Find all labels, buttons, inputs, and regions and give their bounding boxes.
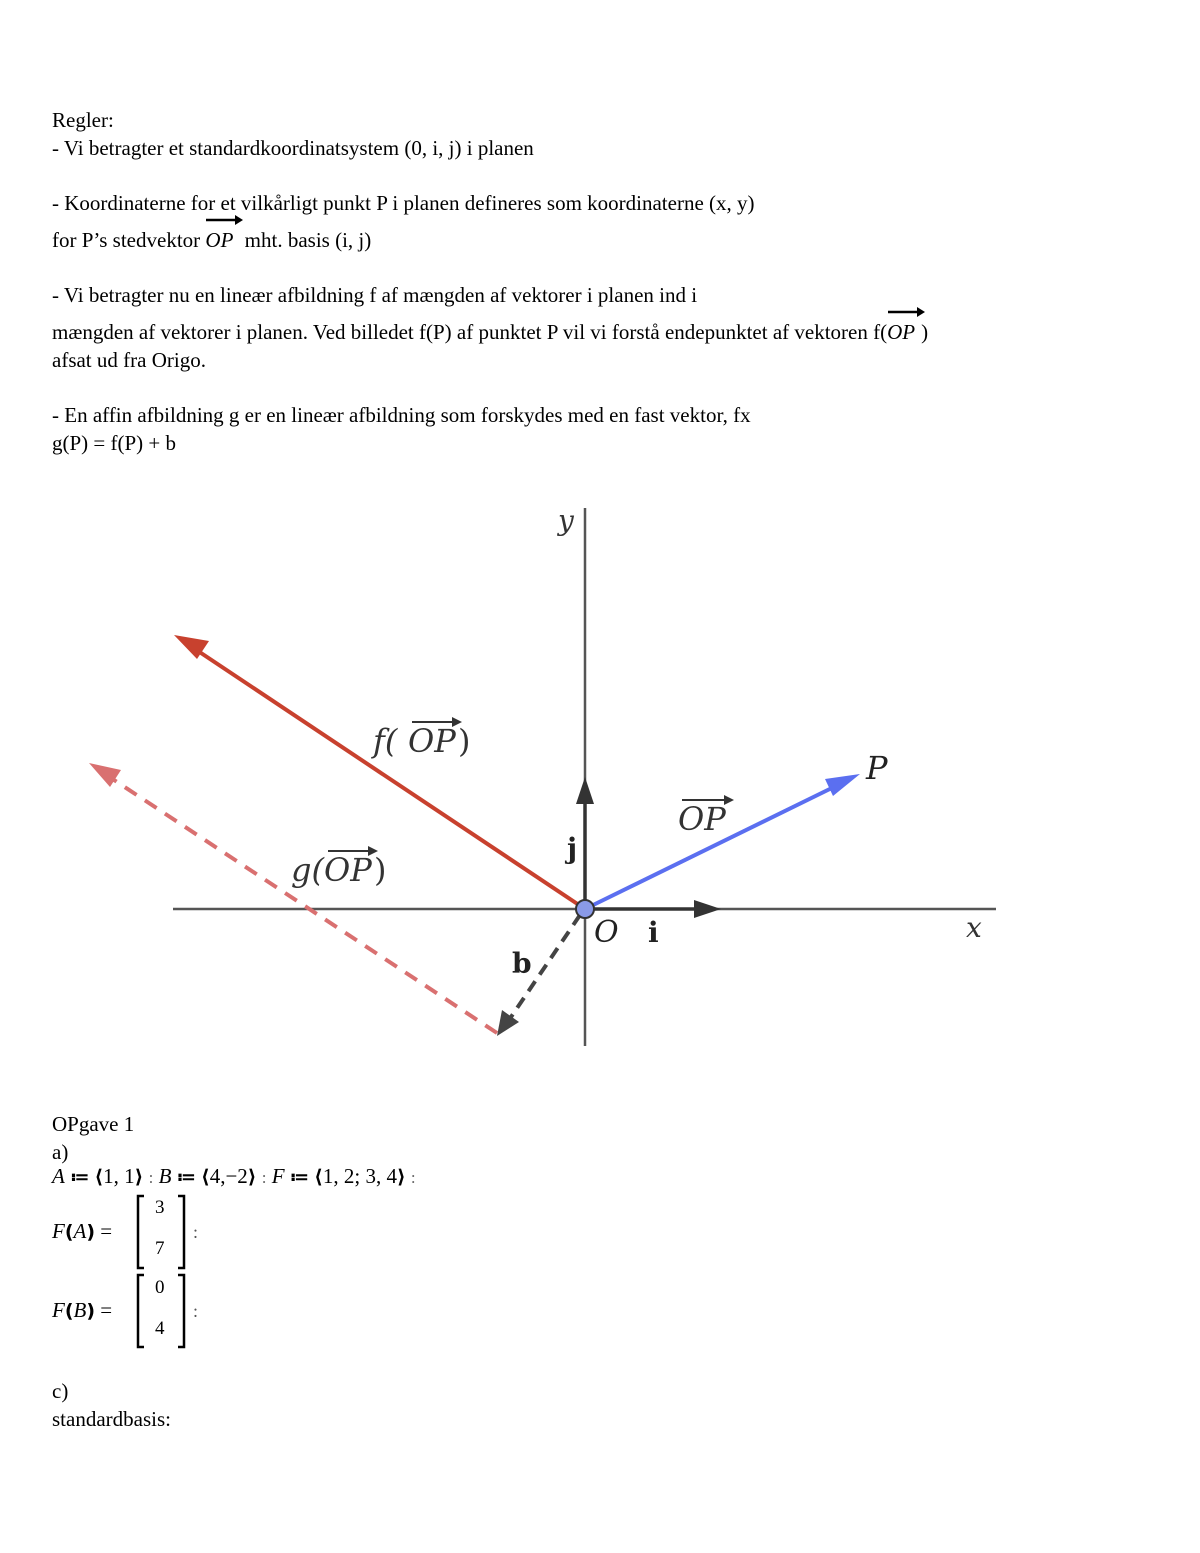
f-vector-label <box>371 717 470 760</box>
x-axis-label: x <box>966 911 982 944</box>
rules-line-1: - Vi betragter et standardkoordinatsystem (0, i, j) i planen <box>52 136 534 160</box>
fb-colon: : <box>193 1301 199 1321</box>
point-p-label: P <box>866 749 888 787</box>
rules-line-3-post: mht. basis (i, j) <box>244 228 372 252</box>
origin-point <box>576 900 594 918</box>
rules-line-5 <box>52 318 928 346</box>
vector-arrow-icon <box>887 304 927 318</box>
op-vector-arrowhead <box>825 774 860 796</box>
basis-j-label: j <box>567 832 578 865</box>
rules-line-4: - Vi betragter nu en lineær afbildning f af mængden af vektorer i planen ind i <box>52 283 698 307</box>
rules-line-5-post: ) <box>921 320 929 344</box>
rules-line-3-pre: for P’s stedvektor <box>52 228 201 252</box>
vector-op-inline-2: OP <box>887 318 921 346</box>
g-vector-arrowhead <box>89 763 121 787</box>
fa-matrix-top: 3 <box>155 1197 165 1218</box>
fb-lhs: F(B) = <box>52 1298 113 1322</box>
def-a-name: A <box>52 1164 65 1188</box>
origin-label: O <box>594 915 619 950</box>
rules-line-8: g(P) = f(P) + b <box>52 431 177 455</box>
task-part-c: c) <box>52 1379 69 1403</box>
g-vector <box>108 776 497 1033</box>
shift-b-label: b <box>512 947 532 980</box>
rules-line-3 <box>52 226 371 254</box>
vector-arrow-icon <box>205 212 245 226</box>
def-a-value: 1, 1 <box>103 1164 135 1188</box>
fb-matrix-bottom: 4 <box>155 1318 165 1339</box>
svg-text:g(: g( <box>291 851 324 889</box>
fa-matrix-bottom: 7 <box>155 1238 165 1259</box>
rules-line-7: - En affin afbildning g er en lineær afbildning som forskydes med en fast vektor, fx <box>52 403 751 427</box>
rules-line-5-pre: mængden af vektorer i planen. Ved billedet f(P) af punktet P vil vi forstå endepunktet af vektoren f( <box>52 320 888 344</box>
fa-colon: : <box>193 1222 199 1242</box>
basis-j-arrowhead <box>576 777 594 804</box>
task-title: OPgave 1 <box>52 1112 135 1136</box>
standardbasis-label: standardbasis: <box>52 1407 171 1431</box>
b-vector-arrowhead <box>497 1010 519 1036</box>
rules-line-6: afsat ud fra Origo. <box>52 348 206 372</box>
svg-text:f(: f( <box>373 722 398 760</box>
g-vector-label <box>291 846 386 889</box>
fa-lhs: F(A) = <box>52 1219 113 1243</box>
def-b-value: 4,−2 <box>209 1164 248 1188</box>
op-vector-label <box>678 795 734 838</box>
vector-diagram <box>0 490 1200 1070</box>
def-b-name: B <box>158 1164 172 1188</box>
svg-text:OP: OP <box>408 722 456 760</box>
svg-text:OP: OP <box>324 851 372 889</box>
svg-text:OP: OP <box>678 800 726 838</box>
task-part-a: a) <box>52 1140 69 1164</box>
definitions-line: A ≔ ⟨1, 1⟩ : B ≔ ⟨4,−2⟩ : F ≔ ⟨1, 2; 3, 4⟩ : <box>52 1164 416 1188</box>
basis-i-arrowhead <box>694 900 721 918</box>
def-f-name: F <box>271 1164 285 1188</box>
basis-i-label: i <box>648 916 659 949</box>
rules-line-2: - Koordinaterne for et vilkårligt punkt P i planen defineres som koordinaterne (x, y) <box>52 191 755 215</box>
rules-heading: Regler: <box>52 108 114 132</box>
svg-text:): ) <box>458 722 471 760</box>
y-axis-label: y <box>558 504 574 537</box>
fb-matrix-top: 0 <box>155 1277 165 1298</box>
svg-text:): ) <box>374 851 387 889</box>
vector-op-inline: OP <box>205 226 239 254</box>
def-f-value: 1, 2; 3, 4 <box>322 1164 397 1188</box>
